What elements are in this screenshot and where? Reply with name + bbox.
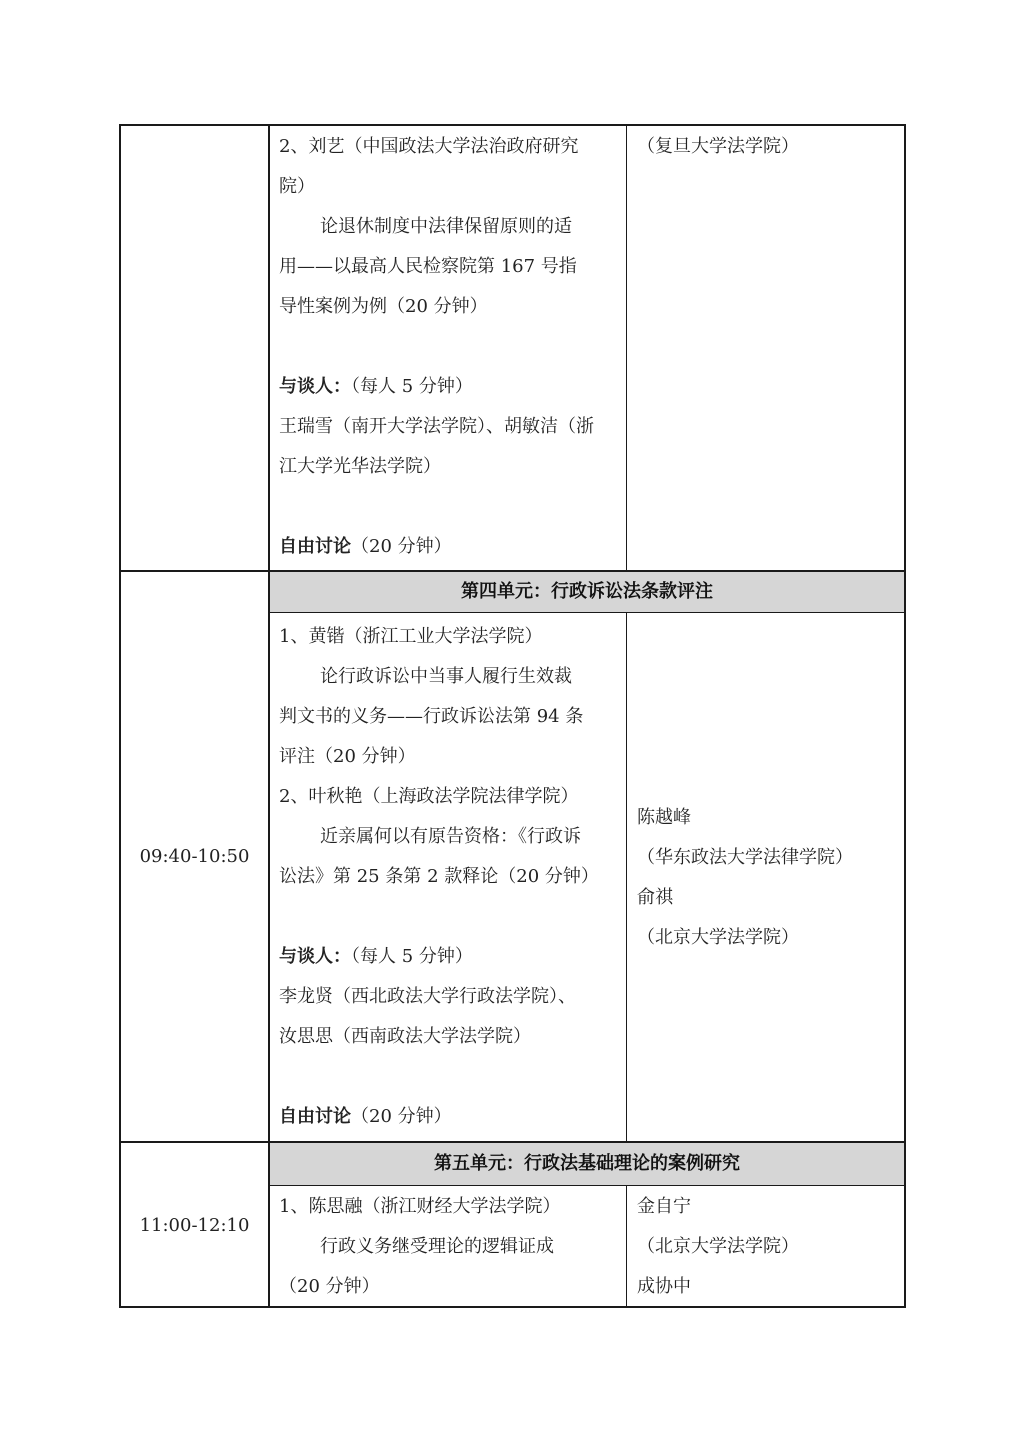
commentator-affiliation: （华东政法大学法律学院） xyxy=(637,847,853,868)
speaker-line: 2、刘艺（中国政法大学法治政府研究 xyxy=(279,136,579,157)
paper-title-line: 近亲属何以有原告资格：《行政诉 xyxy=(320,826,581,847)
unit4-title: 第四单元：行政诉讼法条款评注 xyxy=(461,581,713,602)
table-border-right xyxy=(904,124,906,1308)
free-discussion-note: （20 分钟） xyxy=(351,1106,452,1127)
unit4-presentation-cell xyxy=(279,617,599,1137)
row-divider xyxy=(269,1185,906,1186)
unit4-commentator-cell xyxy=(637,798,853,958)
row1-commentator-cell xyxy=(637,127,799,167)
paper-title-line: （20 分钟） xyxy=(279,1276,380,1297)
unit5-presentation-cell xyxy=(279,1187,560,1307)
commentator-affiliation: （北京大学法学院） xyxy=(637,927,799,948)
commentator-name: 金自宁 xyxy=(637,1196,691,1217)
discussants-line: 汝思思（西南政法大学法学院） xyxy=(279,1026,531,1047)
free-discussion-label: 自由讨论 xyxy=(279,1106,351,1127)
paper-title-line: 论行政诉讼中当事人履行生效裁 xyxy=(320,666,572,687)
free-discussion-note: （20 分钟） xyxy=(351,536,452,557)
discussants-note: （每人 5 分钟） xyxy=(351,946,473,967)
free-discussion-label: 自由讨论 xyxy=(279,536,351,557)
paper-title-line: 导性案例为例（20 分钟） xyxy=(279,296,488,317)
unit5-time: 11:00-12:10 xyxy=(139,1215,250,1236)
speaker-line: 1、黄锴（浙江工业大学法学院） xyxy=(279,626,543,647)
column-divider xyxy=(626,124,627,572)
table-border-top xyxy=(119,124,906,126)
commentator-name: 俞祺 xyxy=(637,887,673,908)
column-divider xyxy=(626,612,627,1143)
commentator-affiliation: （复旦大学法学院） xyxy=(637,136,799,157)
discussants-note: （每人 5 分钟） xyxy=(351,376,473,397)
speaker-line: 院） xyxy=(279,176,315,197)
commentator-name: 成协中 xyxy=(637,1276,691,1297)
row-divider xyxy=(269,612,906,613)
discussants-heading xyxy=(279,937,599,977)
free-discussion xyxy=(279,1097,599,1137)
commentator-name: 陈越峰 xyxy=(637,807,691,828)
unit4-time: 09:40-10:50 xyxy=(139,846,250,867)
row1-presentation-cell xyxy=(279,127,594,567)
speaker-line: 2、叶秋艳（上海政法学院法律学院） xyxy=(279,786,579,807)
discussants-label: 与谈人： xyxy=(279,376,351,397)
paper-title-line: 行政义务继受理论的逻辑证成 xyxy=(320,1236,554,1257)
unit5-commentator-cell xyxy=(637,1187,799,1307)
row-divider xyxy=(119,1141,906,1143)
discussants-line: 李龙贤（西北政法大学行政法学院）、 xyxy=(279,986,576,1007)
discussants-line: 江大学光华法学院） xyxy=(279,456,441,477)
column-divider xyxy=(626,1185,627,1308)
discussants-heading xyxy=(279,367,594,407)
discussants-line: 王瑞雪（南开大学法学院）、胡敏洁（浙 xyxy=(279,416,594,437)
paper-title-line: 讼法》第 25 条第 2 款释论（20 分钟） xyxy=(279,866,599,887)
paper-title-line: 用——以最高人民检察院第 167 号指 xyxy=(279,256,577,277)
column-divider xyxy=(268,124,270,1308)
table-border-left xyxy=(119,124,121,1308)
paper-title-line: 论退休制度中法律保留原则的适 xyxy=(320,216,572,237)
commentator-affiliation: （北京大学法学院） xyxy=(637,1236,799,1257)
paper-title-line: 判文书的义务——行政诉讼法第 94 条 xyxy=(279,706,584,727)
speaker-line: 1、陈思融（浙江财经大学法学院） xyxy=(279,1196,561,1217)
unit5-title: 第五单元：行政法基础理论的案例研究 xyxy=(434,1153,740,1174)
free-discussion xyxy=(279,527,594,567)
paper-title-line: 评注（20 分钟） xyxy=(279,746,416,767)
discussants-label: 与谈人： xyxy=(279,946,351,967)
